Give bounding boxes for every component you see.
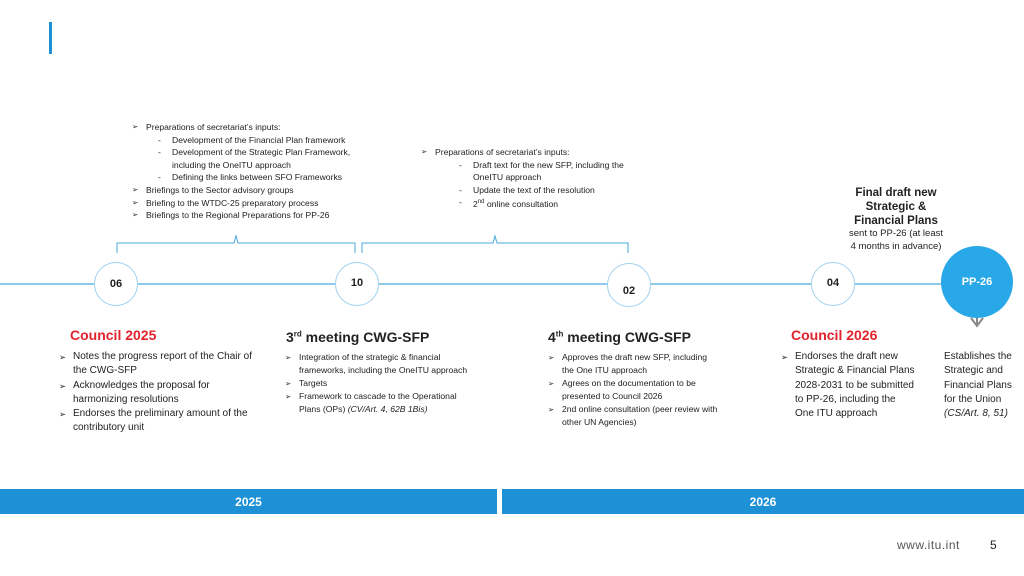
pp26-block xyxy=(944,350,1024,421)
cwg4-item-2: ➢ Agrees on the documentation to be presented to Council 2026 xyxy=(548,377,718,403)
brace-2 xyxy=(362,236,628,253)
prep1-item-3: ➢ Briefings to the Regional Preparations for PP-26 xyxy=(132,209,402,222)
cwg3-item-3-text: Framework to cascade to the Operational Plans (OPs) xyxy=(299,391,457,414)
cwg4-rest: meeting CWG-SFP xyxy=(563,329,691,345)
prep2-sub-1: - Draft text for the new SFP, including the OneITU approach xyxy=(459,159,629,184)
final-draft-title-1: Final draft new xyxy=(855,187,937,199)
cwg3-num: 3 xyxy=(286,329,294,345)
timeline-marker-02: 02 xyxy=(607,263,651,307)
final-draft-title-3: Financial Plans xyxy=(854,215,938,227)
prep2-sub3-prefix: 2 xyxy=(473,199,478,210)
cwg4-num: 4 xyxy=(548,329,556,345)
council-2026-list xyxy=(781,350,916,421)
cwg3-item-3-ref: (CV/Art. 4, 62B 1Bis) xyxy=(347,404,428,414)
final-draft-line-2: 4 months in advance) xyxy=(850,240,942,252)
footer-url[interactable]: www.itu.int xyxy=(897,538,960,552)
final-draft-title-2: Strategic & xyxy=(865,201,927,213)
prep2-sub3-sup: nd xyxy=(477,199,485,206)
cwg4-sup: th xyxy=(555,329,564,339)
cwg4-item-3: ➢ 2nd online consultation (peer review with other UN Agencies) xyxy=(548,403,718,429)
cwg3-item-1: ➢ Integration of the strategic & financial frameworks, including the OneITU approach xyxy=(285,351,475,377)
cwg3-title xyxy=(286,329,429,345)
cwg3-item-2: ➢ Targets xyxy=(285,377,475,390)
page-number: 5 xyxy=(990,538,997,552)
brace-1 xyxy=(117,236,355,253)
council-2025-item-3: ➢ Endorses the preliminary amount of the contributory unit xyxy=(59,407,264,436)
council-2025-item-2: ➢ Acknowledges the proposal for harmonizing resolutions xyxy=(59,379,264,408)
year-bar-2025: 2025 xyxy=(0,489,497,514)
cwg4-title xyxy=(548,329,691,345)
cwg3-sup: rd xyxy=(293,329,302,339)
prep1-title: Preparations of secretariat’s inputs: xyxy=(146,122,281,132)
timeline-marker-10: 10 xyxy=(335,262,379,306)
cwg4-list xyxy=(548,351,718,429)
pp26-ref: (CS/Art. 8, 51) xyxy=(944,408,1008,420)
prep2-title: Preparations of secretariat’s inputs: xyxy=(435,147,570,157)
prep1-sub-1: - Development of the Financial Plan framework xyxy=(158,134,368,147)
prep1-sub-3: - Defining the links between SFO Frameworks xyxy=(158,171,368,184)
cwg3-list xyxy=(285,351,475,416)
cwg4-item-1: ➢ Approves the draft new SFP, including the One ITU approach xyxy=(548,351,718,377)
prep2-sub-2: - Update the text of the resolution xyxy=(459,184,629,197)
final-draft-line-1: sent to PP-26 (at least xyxy=(849,228,943,239)
council-2025-item-1: ➢ Notes the progress report of the Chair of the CWG-SFP xyxy=(59,350,264,379)
council-2026-title: Council 2026 xyxy=(791,327,878,343)
prep1-sub-2: - Development of the Strategic Plan Framework, including the OneITU approach xyxy=(158,146,368,171)
council-2025-title: Council 2025 xyxy=(70,327,157,343)
timeline-marker-pp26: PP-26 xyxy=(941,246,1013,318)
council-2025-list xyxy=(59,350,264,436)
timeline-marker-04: 04 xyxy=(811,262,855,306)
prep1-item-2: ➢ Briefing to the WTDC-25 preparatory process xyxy=(132,197,402,210)
cwg3-item-3 xyxy=(285,390,475,416)
pp26-text: Establishes the Strategic and Financial Plans for the Union xyxy=(944,351,1012,405)
prep1-item-1: ➢ Briefings to the Sector advisory groups xyxy=(132,184,402,197)
prep2-sub3-rest: online consultation xyxy=(484,199,559,210)
year-bar-2026: 2026 xyxy=(502,489,1024,514)
cwg3-rest: meeting CWG-SFP xyxy=(301,329,430,345)
council-2026-item: ➢ Endorses the draft new Strategic & Financial Plans 2028-2031 to be submitted to PP-26, including the One ITU approach xyxy=(781,350,916,421)
final-draft-block xyxy=(836,186,956,253)
timeline-marker-06: 06 xyxy=(94,262,138,306)
